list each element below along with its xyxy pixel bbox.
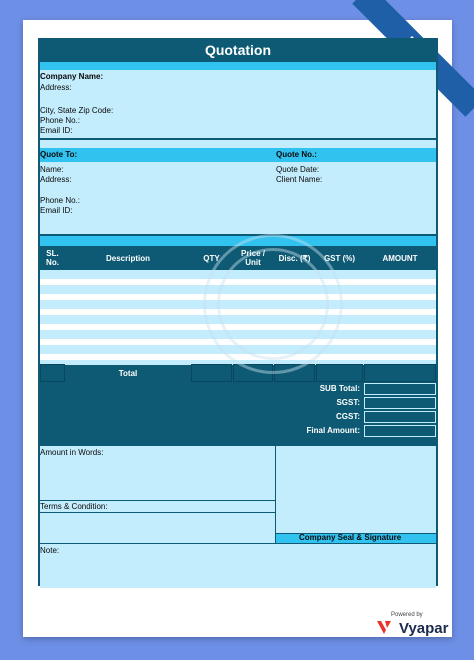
final-amount-label: Final Amount: <box>306 426 360 435</box>
quotation-sheet <box>38 38 438 586</box>
total-cell-sl <box>40 364 65 382</box>
final-amount-value <box>364 425 436 437</box>
page-title: Quotation <box>204 42 272 58</box>
company-block <box>40 70 436 138</box>
amount-in-words-label: Amount in Words: <box>40 448 104 457</box>
company-city-label: City, State Zip Code: <box>40 106 114 115</box>
terms-label: Terms & Condition: <box>40 502 108 511</box>
watermark-inner-ring <box>217 248 329 360</box>
company-phone-label: Phone No.: <box>40 116 81 125</box>
quote-to-block <box>40 162 436 234</box>
company-email-label: Email ID: <box>40 126 73 135</box>
col-discount: Disc. (₹) <box>278 253 311 263</box>
powered-by-text: Powered by <box>391 612 423 618</box>
vyapar-brand-name: Vyapar <box>399 620 449 637</box>
total-cell-gst <box>316 364 363 382</box>
seal-area <box>276 446 436 533</box>
client-name-label: Name: <box>40 165 64 174</box>
company-address-label: Address: <box>40 83 72 92</box>
col-description: Description <box>105 253 150 263</box>
sgst-value <box>364 397 436 409</box>
subtotal-value <box>364 383 436 395</box>
amount-in-words-box <box>40 446 275 500</box>
quote-to-header <box>40 148 436 162</box>
total-cell-qty <box>191 364 232 382</box>
total-label: Total <box>118 368 138 378</box>
cgst-label: CGST: <box>336 412 360 421</box>
client-phone-label: Phone No.: <box>40 196 81 205</box>
seal-label-bar <box>276 534 436 543</box>
client-address-label: Address: <box>40 175 72 184</box>
subtotal-label: SUB Total: <box>319 384 360 393</box>
note-box <box>40 544 436 588</box>
col-gst: GST (%) <box>323 253 356 263</box>
spacer-strip <box>40 140 436 148</box>
col-price-unit: Price / Unit <box>240 249 265 267</box>
note-label: Note: <box>40 546 60 555</box>
company-seal-label: Company Seal & Signature <box>299 533 402 542</box>
quote-no-label: Quote No.: <box>276 150 317 159</box>
col-amount: AMOUNT <box>382 253 418 263</box>
terms-area <box>40 513 275 543</box>
template-card <box>23 20 452 637</box>
quote-client-name-label: Client Name: <box>276 175 323 184</box>
title-strip <box>40 62 436 70</box>
total-cell-amount <box>364 364 436 382</box>
company-name-label: Company Name: <box>40 72 104 81</box>
col-sl-no: SL. No. <box>46 249 59 267</box>
vyapar-logo-icon <box>375 618 393 636</box>
quote-to-heading: Quote To: <box>40 150 78 159</box>
cgst-value <box>364 411 436 423</box>
col-qty: QTY <box>203 253 220 263</box>
terms-box <box>40 501 275 512</box>
quote-date-label: Quote Date: <box>276 165 320 174</box>
sgst-label: SGST: <box>336 398 360 407</box>
client-email-label: Email ID: <box>40 206 73 215</box>
